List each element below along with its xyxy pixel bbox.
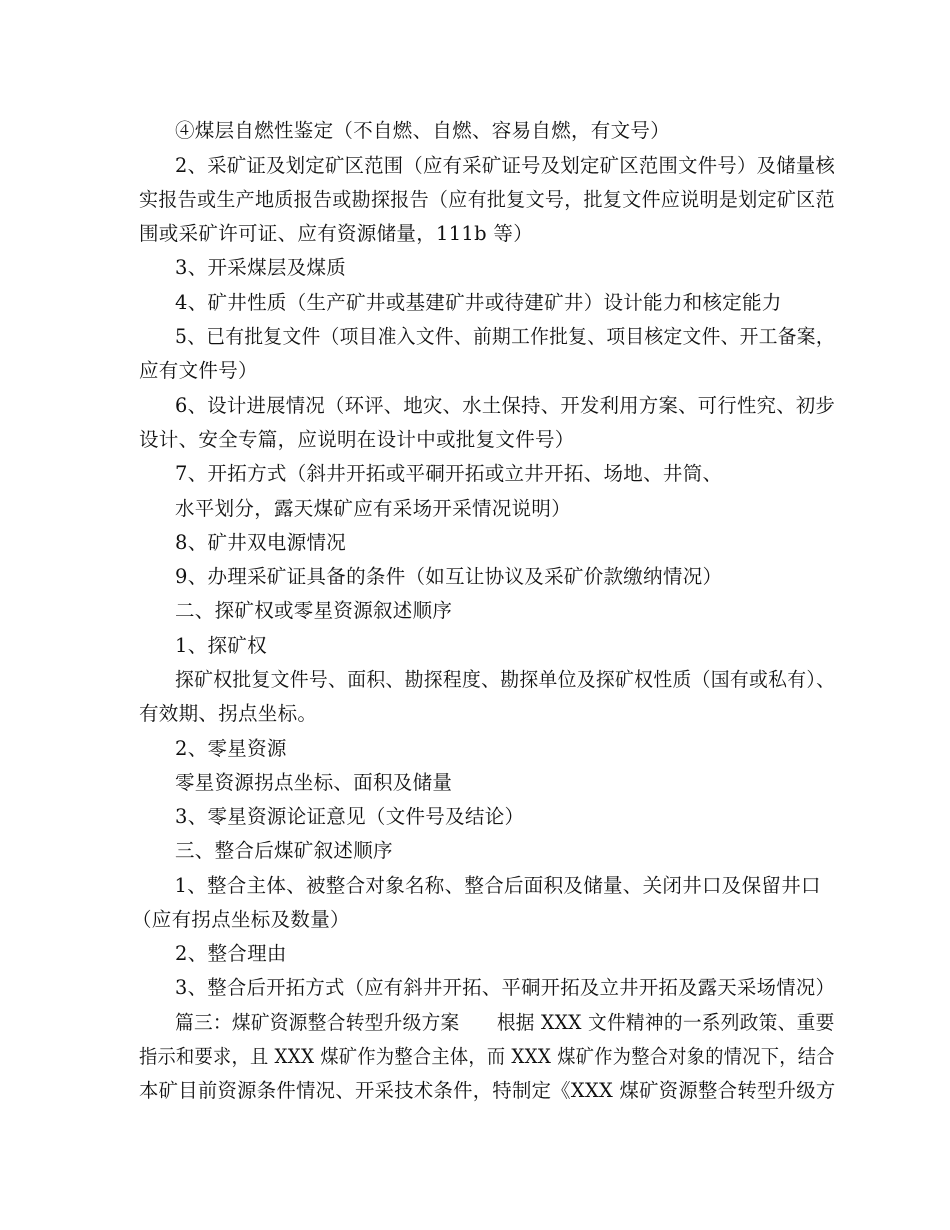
text-line: 3、零星资源论证意见（文件号及结论） bbox=[175, 805, 525, 828]
text-line: 指示和要求，且 XXX 煤矿作为整合主体，而 XXX 煤矿作为整合对象的情况下，结合 bbox=[139, 1045, 835, 1068]
text-line: 应有文件号） bbox=[139, 359, 258, 382]
text-line: 1、探矿权 bbox=[175, 634, 267, 657]
text-line: 3、开采煤层及煤质 bbox=[175, 256, 347, 279]
text-line: 本矿目前资源条件情况、开采技术条件，特制定《XXX 煤矿资源整合转型升级方 bbox=[139, 1079, 836, 1102]
text-line: 2、采矿证及划定矿区范围（应有采矿证号及划定矿区范围文件号）及储量核 bbox=[175, 154, 836, 177]
text-line: 2、零星资源 bbox=[175, 737, 287, 760]
text-line: 3、整合后开拓方式（应有斜井开拓、平硐开拓及立井开拓及露天采场情况） bbox=[175, 976, 836, 999]
text-line: 围或采矿许可证、应有资源储量，111b 等） bbox=[139, 222, 534, 245]
text-line: 9、办理采矿证具备的条件（如互让协议及采矿价款缴纳情况） bbox=[175, 565, 723, 588]
text-line: ④煤层自燃性鉴定（不自燃、自燃、容易自燃，有文号） bbox=[175, 119, 671, 142]
text-line: 零星资源拐点坐标、面积及储量 bbox=[175, 771, 453, 794]
text-line: 4、矿井性质（生产矿井或基建矿井或待建矿井）设计能力和核定能力 bbox=[175, 291, 782, 314]
text-line: 5、已有批复文件（项目准入文件、前期工作批复、项目核定文件、开工备案， bbox=[175, 325, 835, 348]
text-line: 7、开拓方式（斜井开拓或平硐开拓或立井开拓、场地、井筒、 bbox=[175, 462, 723, 485]
text-line: 实报告或生产地质报告或勘探报告（应有批复文号，批复文件应说明是划定矿区范 bbox=[139, 188, 835, 211]
text-line: 6、设计进展情况（环评、地灾、水土保持、开发利用方案、可行性究、初步 bbox=[175, 394, 836, 417]
text-line: 2、整合理由 bbox=[175, 942, 287, 965]
text-line: 设计、安全专篇，应说明在设计中或批复文件号） bbox=[139, 428, 575, 451]
text-line: 篇三：煤矿资源整合转型升级方案 根据 XXX 文件精神的一系列政策、重要 bbox=[175, 1011, 835, 1034]
text-line: 探矿权批复文件号、面积、勘探程度、勘探单位及探矿权性质（国有或私有）、 bbox=[175, 668, 836, 691]
text-line: 8、矿井双电源情况 bbox=[175, 531, 347, 554]
text-line: （应有拐点坐标及数量） bbox=[132, 908, 350, 931]
text-line: 水平划分，露天煤矿应有采场开采情况说明） bbox=[175, 497, 572, 520]
text-line: 二、探矿权或零星资源叙述顺序 bbox=[175, 599, 453, 622]
text-line: 有效期、拐点坐标。 bbox=[139, 702, 318, 725]
text-line: 1、整合主体、被整合对象名称、整合后面积及储量、关闭井口及保留井口 bbox=[168, 874, 821, 897]
text-line: 三、整合后煤矿叙述顺序 bbox=[175, 839, 393, 862]
